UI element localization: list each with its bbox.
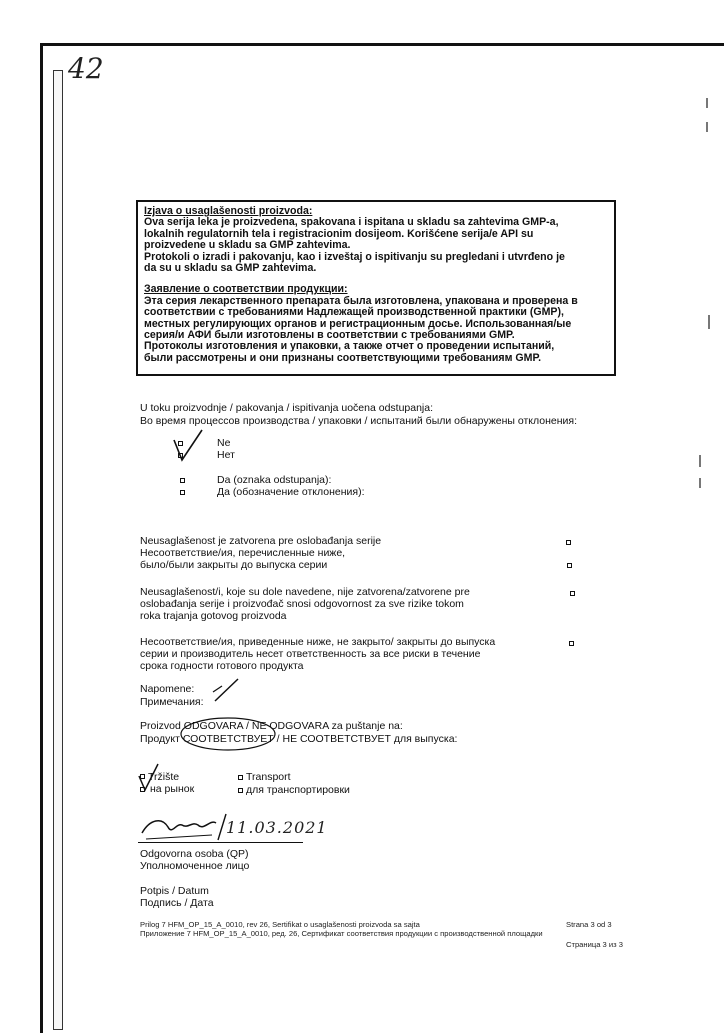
market-label-sr: Tržište (148, 771, 180, 783)
statement-line-sr: Ova serija leka je proizvedena, spakovana i ispitana u skladu sa zahtevima GMP-a, (144, 216, 559, 229)
transport-label-sr: Transport (246, 771, 291, 783)
nc-closed-ru-2: было/были закрыты до выпуска серии (140, 559, 328, 571)
qp-label-ru: Уполномоченное лицо (140, 860, 250, 872)
statement-line-ru: местных регулирующих органов и регистрационным досье. Использованная/ые (144, 317, 572, 330)
footer-reference-ru: Приложение 7 HFM_OP_15_A_0010, ред. 26, Сертификат соответствия продукции с производственной площадки (140, 929, 543, 938)
margin-mark (699, 478, 701, 488)
sign-date-label-ru: Подпись / Дата (140, 897, 214, 909)
margin-mark (706, 98, 708, 108)
notes-label-sr: Napomene: (140, 683, 195, 695)
margin-mark (706, 122, 708, 132)
signature-date: 11.03.2021 (226, 818, 328, 837)
notes-strike-mark (212, 676, 242, 706)
statement-line-sr: lokalnih regulatornih tela i registracionim dosijeom. Korišćene serija/e API su (144, 227, 534, 240)
conformity-yes-sr: ODGOVARA (183, 720, 244, 732)
no-label-ru: Нет (217, 449, 235, 461)
statement-line-sr: proizvedene u skladu sa GMP zahtevima. (144, 239, 351, 252)
statement-line-sr: da su u skladu sa GMP zahtevima. (144, 262, 317, 275)
nc-open-ru: срока годности готового продукта (140, 660, 304, 672)
footer-page-ru: Страница 3 из 3 (566, 940, 623, 949)
transport-checkbox[interactable] (238, 775, 243, 780)
left-margin-bar (53, 70, 63, 1030)
conformity-prefix-ru: Продукт (140, 733, 183, 745)
yes-label-ru: Да (обозначение отклонения): (217, 486, 365, 498)
footer-page-sr: Strana 3 od 3 (566, 920, 612, 929)
sign-date-label-sr: Potpis / Datum (140, 885, 209, 897)
transport-label-ru: для транспортировки (246, 784, 350, 796)
notes-label-ru: Примечания: (140, 696, 204, 708)
qp-label-sr: Odgovorna osoba (QP) (140, 848, 249, 860)
nc-open-checkbox[interactable] (570, 591, 575, 596)
statement-title-sr: Izjava o usaglašenosti proizvoda: (144, 205, 313, 217)
conformity-selection-circle (178, 712, 280, 754)
nc-open-sr: Neusaglašenost/i, koje su dole navedene, nije zatvorena/zatvorene pre (140, 586, 470, 598)
conformity-yes-ru: СООТВЕТСТВУЕТ (182, 733, 274, 745)
qp-signature (140, 813, 220, 845)
market-label-ru: на рынок (150, 783, 195, 795)
conformity-prefix-sr: Proizvod (140, 720, 184, 732)
yes-checkbox[interactable] (180, 478, 185, 483)
nc-open-checkbox-ru[interactable] (569, 641, 574, 646)
conformity-rest-ru: / НЕ СООТВЕТСТВУЕТ для выпуска: (273, 733, 458, 745)
statement-line-ru: соответствии с требованиями Надлежащей производственной практики (GMP), (144, 306, 564, 319)
transport-checkbox-ru[interactable] (238, 788, 243, 793)
margin-page-note: 42 (68, 52, 104, 85)
statement-line-ru: серия/и АФИ были изготовлены в соответствии с требованиями GMP. (144, 329, 515, 342)
statement-line-ru: Эта серия лекарственного препарата была изготовлена, упакована и проверена в (144, 294, 578, 307)
nc-closed-ru-1: Несоответствие/ия, перечисленные ниже, (140, 547, 346, 559)
yes-label-sr: Da (oznaka odstupanja): (217, 474, 332, 486)
footer-reference-sr: Prilog 7 HFM_OP_15_A_0010, rev 26, Sertifikat o usaglašenosti proizvoda sa sajta (140, 920, 420, 929)
no-label-sr: Ne (217, 437, 231, 449)
deviations-question-sr: U toku proizvodnje / pakovanja / ispitivanja uočena odstupanja: (140, 402, 434, 414)
statement-line-sr: Protokoli o izradi i pakovanju, kao i izveštaj o ispitivanju su pregledani i utvrđeno je (144, 250, 565, 263)
deviations-question-ru: Во время процессов производства / упаковки / испытаний были обнаружены отклонения: (140, 415, 577, 427)
nc-open-ru: Несоответствие/ия, приведенные ниже, не закрыто/ закрыты до выпуска (140, 636, 496, 648)
signature-line (138, 842, 303, 843)
nc-open-sr: roka trajanja gotovog proizvoda (140, 610, 287, 622)
yes-checkbox-ru[interactable] (180, 490, 185, 495)
conformity-statement-box (136, 200, 616, 376)
conformity-rest-sr: / NE ODGOVARA za puštanje na: (243, 720, 403, 732)
margin-mark (708, 315, 710, 329)
nc-open-ru: серии и производитель несет ответственность за все риски в течение (140, 648, 481, 660)
margin-mark (699, 455, 701, 467)
nc-closed-checkbox-ru[interactable] (567, 563, 572, 568)
no-checkmark (170, 426, 210, 466)
nc-closed-sr: Neusaglašenost je zatvorena pre oslobađanja serije (140, 535, 382, 547)
statement-line-ru: Протоколы изготовления и упаковки, а также отчет о проведении испытаний, (144, 340, 555, 353)
nc-closed-checkbox[interactable] (566, 540, 571, 545)
statement-title-ru: Заявление о соответствии продукции: (144, 283, 348, 296)
statement-line-ru: были рассмотрены и они признаны соответствующими требованиям GMP. (144, 351, 542, 364)
nc-open-sr: oslobađanja serije i proizvođač snosi odgovornost za sve rizike tokom (140, 598, 464, 610)
